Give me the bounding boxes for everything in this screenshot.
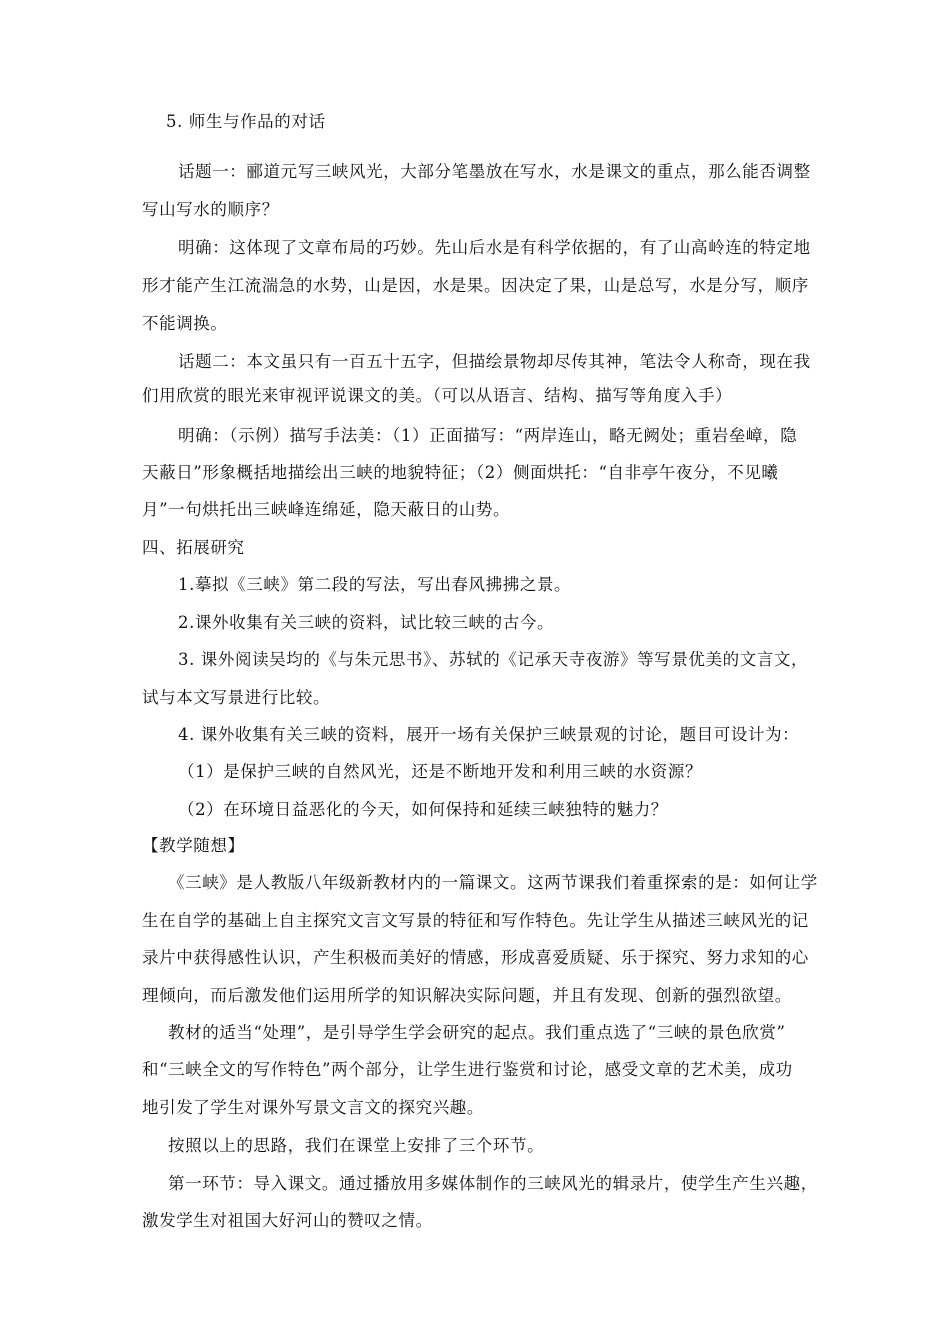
paragraph-line: 生在自学的基础上自主探究文言文写景的特征和写作特色。先让学生从描述三峡风光的记 [142,911,809,930]
paragraph-line: 话题二：本文虽只有一百五十五字，但描绘景物却尽传其神，笔法令人称奇，现在我 [178,352,811,371]
paragraph-line: 写山写水的顺序？ [142,200,279,219]
paragraph-line: 不能调换。 [142,314,228,333]
paragraph-line: 月”一句烘托出三峡峰连绵延，隐天蔽日的山势。 [142,500,511,519]
section-heading: 【教学随想】 [142,836,245,855]
paragraph-line: 按照以上的思路，我们在课堂上安排了三个环节。 [168,1136,545,1155]
list-item: 3. 课外阅读吴均的《与朱元思书》、苏轼的《记承天寺夜游》等写景优美的文言文， [178,650,809,669]
list-item: （2）在环境日益恶化的今天，如何保持和延续三峡独特的魅力？ [178,800,668,819]
paragraph-line: 试与本文写景进行比较。 [142,688,331,707]
paragraph-line: 们用欣赏的眼光来审视评说课文的美。（可以从语言、结构、描写等角度入手） [142,386,733,405]
paragraph-line: 录片中获得感性认识，产生积极而美好的情感，形成喜爱质疑、乐于探究、努力求知的心 [142,948,809,967]
paragraph-line: 地引发了学生对课外写景文言文的探究兴趣。 [142,1098,484,1117]
paragraph-line: 理倾向，而后激发他们运用所学的知识解决实际问题，并且有发现、创新的强烈欲望。 [142,986,792,1005]
paragraph-line: 明确：这体现了文章布局的巧妙。先山后水是有科学依据的，有了山高岭连的特定地 [178,238,811,257]
paragraph-line: 和“三峡全文的写作特色”两个部分，让学生进行鉴赏和讨论，感受文章的艺术美，成功 [142,1060,793,1079]
list-item: （1）是保护三峡的自然风光，还是不断地开发和利用三峡的水资源？ [178,762,703,781]
paragraph-line: 激发学生对祖国大好河山的赞叹之情。 [142,1211,433,1230]
paragraph-line: 明确：（示例）描写手法美：（1）正面描写：“两岸连山，略无阙处；重岩垒嶂，隐 [178,426,798,445]
section-heading: 5. 师生与作品的对话 [166,112,326,131]
paragraph-line: 《三峡》是人教版八年级新教材内的一篇课文。这两节课我们着重探索的是：如何让学 [168,873,818,892]
paragraph-line: 天蔽日”形象概括地描绘出三峡的地貌特征；（2）侧面烘托：“自非亭午夜分，不见曦 [142,463,779,482]
section-heading: 四、拓展研究 [142,538,245,557]
list-item: 4. 课外收集有关三峡的资料，展开一场有关保护三峡景观的讨论，题目可设计为： [178,725,800,744]
list-item: 1.摹拟《三峡》第二段的写法，写出春风拂拂之景。 [178,575,572,594]
paragraph-line: 第一环节：导入课文。通过播放用多媒体制作的三峡风光的辑录片，使学生产生兴趣， [168,1174,818,1193]
list-item: 2.课外收集有关三峡的资料，试比较三峡的古今。 [178,613,555,632]
paragraph-line: 教材的适当“处理”，是引导学生学会研究的起点。我们重点选了“三峡的景色欣赏” [168,1023,786,1042]
paragraph-line: 话题一：郦道元写三峡风光，大部分笔墨放在写水，水是课文的重点，那么能否调整 [178,162,811,181]
paragraph-line: 形才能产生江流湍急的水势，山是因，水是果。因决定了果，山是总写，水是分写，顺序 [142,276,809,295]
